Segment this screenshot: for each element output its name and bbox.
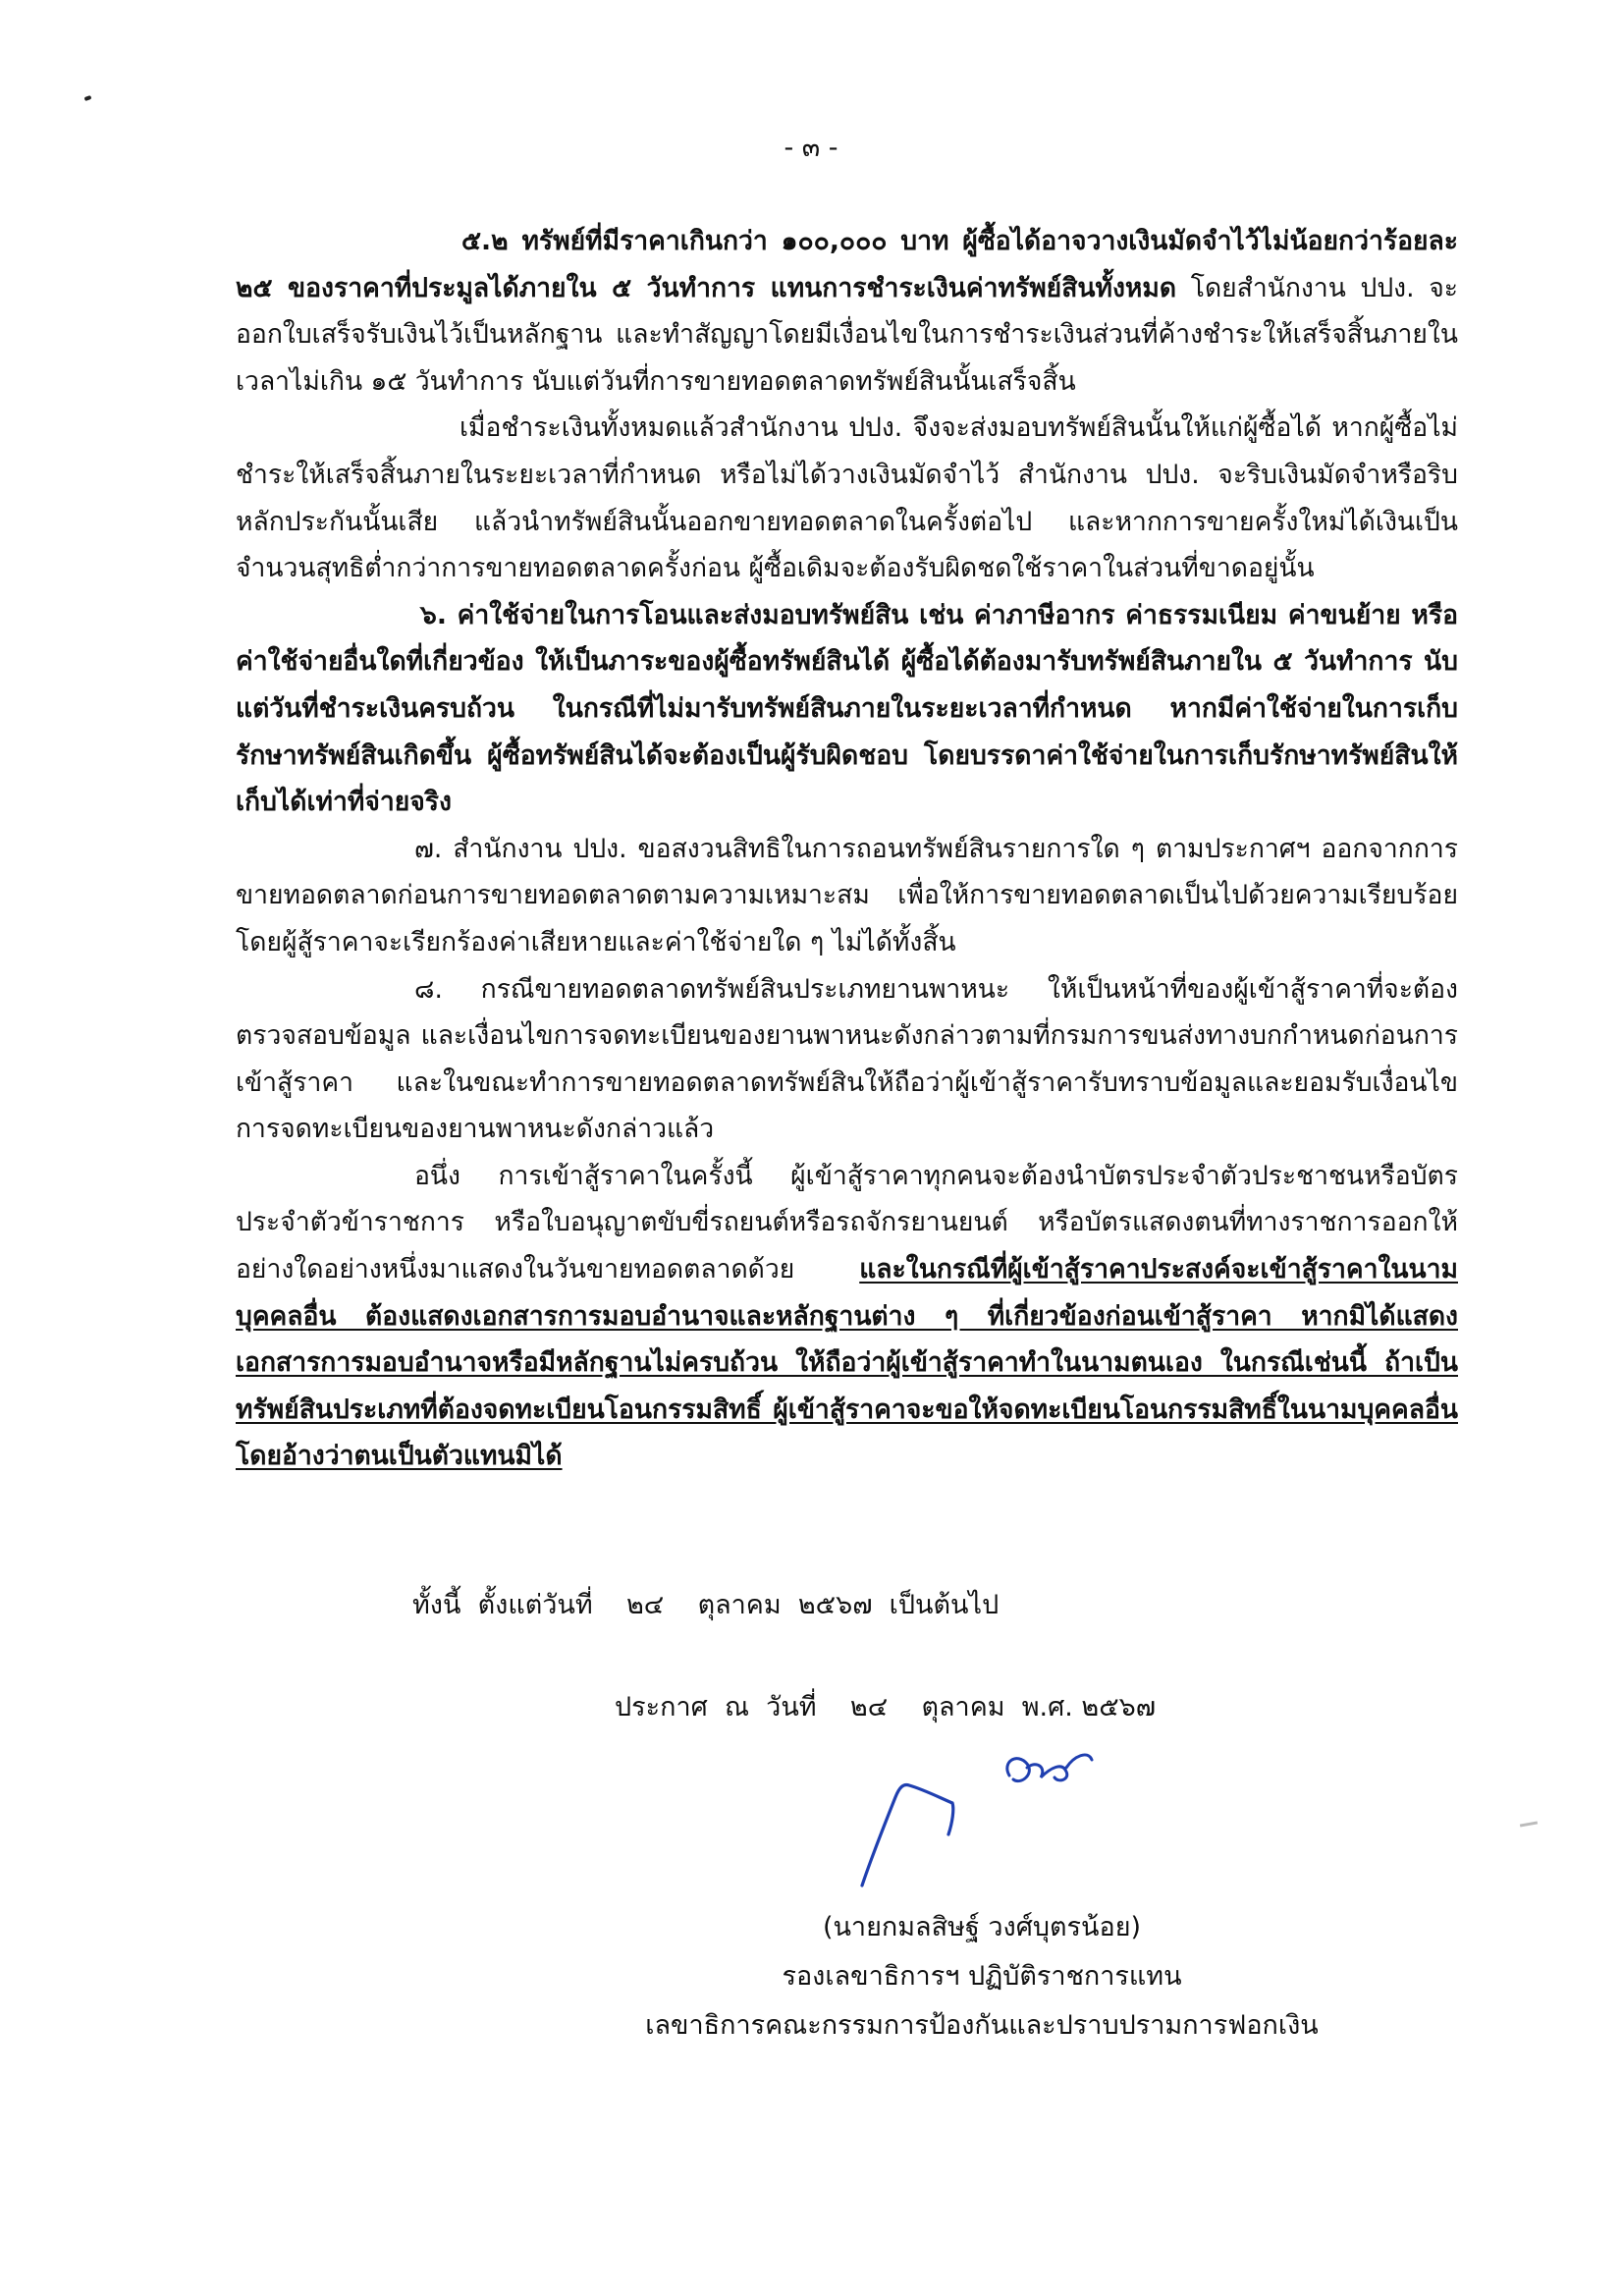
section-7: ๗. สำนักงาน ปปง. ขอสงวนสิทธิในการถอนทรัพย์สินรายการใด ๆ ตามประกาศฯ ออกจากการขายทอดตลาดก่อนการขายทอดตลาดตามความเหมาะสม เพื่อให้การขายทอดตลาดเป็นไปด้วยความเรียบร้อย โดยผู้สู้ราคาจะเรียกร้องค่าเสียหายและค่าใช้จ่ายใด ๆ ไม่ได้ทั้งสิ้น (236, 833, 1458, 957)
paragraph-identification (236, 1153, 1458, 1480)
signature-stroke-flourish (1007, 1755, 1092, 1781)
paragraph-identification-emphasis: และในกรณีที่ผู้เข้าสู้ราคาประสงค์จะเข้าสู้ราคาในนามบุคคลอื่น ต้องแสดงเอกสารการมอบอำนาจและหลักฐานต่าง ๆ ที่เกี่ยวข้องก่อนเข้าสู้ราคา หากมิได้แสดงเอกสารการมอบอำนาจหรือมีหลักฐานไม่ครบถ้วน ให้ถือว่าผู้เข้าสู้ราคาทำในนามตนเอง ในกรณีเช่นนี้ ถ้าเป็นทรัพย์สินประเภทที่ต้องจดทะเบียนโอนกรรมสิทธิ์ ผู้เข้าสู้ราคาจะขอให้จดทะเบียนโอนกรรมสิทธิ์ในนามบุคคลอื่น โดยอ้างว่าตนเป็นตัวแทนมิได้ (236, 1254, 1458, 1472)
section-8: ๘. กรณีขายทอดตลาดทรัพย์สินประเภทยานพาหนะ ให้เป็นหน้าที่ของผู้เข้าสู้ราคาที่จะต้องตรวจสอบข้อมูล และเงื่อนไขการจดทะเบียนของยานพาหนะดังกล่าวตามที่กรมการขนส่งทางบกกำหนดก่อนการเข้าสู้ราคา และในขณะทำการขายทอดตลาดทรัพย์สินให้ถือว่าผู้เข้าสู้ราคารับทราบข้อมูลและยอมรับเงื่อนไขการจดทะเบียนของยานพาหนะดังกล่าวแล้ว (236, 973, 1458, 1145)
signatory-office: เลขาธิการคณะกรรมการป้องกันและปราบปรามการฟอกเงิน (645, 2010, 1319, 2041)
announcement-date-line: ประกาศ ณ วันที่ ๒๔ ตุลาคม พ.ศ. ๒๕๖๗ (615, 1692, 1157, 1722)
signature-stroke-main (862, 1785, 953, 1886)
signatory-block (609, 1903, 1355, 2050)
paragraph-delivery: เมื่อชำระเงินทั้งหมดแล้วสำนักงาน ปปง. จึงจะส่งมอบทรัพย์สินนั้นให้แก่ผู้ซื้อได้ หากผู้ซื้อไม่ชำระให้เสร็จสิ้นภายในระยะเวลาที่กำหนด หรือไม่ได้วางเงินมัดจำไว้ สำนักงาน ปปง. จะริบเงินมัดจำหรือริบหลักประกันนั้นเสีย แล้วนำทรัพย์สินนั้นออกขายทอดตลาดในครั้งต่อไป และหากการขายครั้งใหม่ได้เงินเป็นจำนวนสุทธิต่ำกว่าการขายทอดตลาดครั้งก่อน ผู้ซื้อเดิมจะต้องรับผิดชดใช้ราคาในส่วนที่ขาดอยู่นั้น (236, 412, 1458, 584)
page-number: - ๓ - (784, 133, 838, 163)
section-5-2-rest: โดยสำนักงาน ปปง. จะออกใบเสร็จรับเงินไว้เป็นหลักฐาน และทำสัญญาโดยมีเงื่อนไขในการชำระเงินส่วนที่ค้างชำระให้เสร็จสิ้นภายในเวลาไม่เกิน ๑๕ วันทำการ นับแต่วันที่การขายทอดตลาดทรัพย์สินนั้นเสร็จสิ้น (236, 272, 1458, 397)
section-6: ๖. ค่าใช้จ่ายในการโอนและส่งมอบทรัพย์สิน เช่น ค่าภาษีอากร ค่าธรรมเนียม ค่าขนย้าย หรือค่าใช้จ่ายอื่นใดที่เกี่ยวข้อง ให้เป็นภาระของผู้ซื้อทรัพย์สินได้ ผู้ซื้อได้ต้องมารับทรัพย์สินภายใน ๕ วันทำการ นับแต่วันที่ชำระเงินครบถ้วน ในกรณีที่ไม่มารับทรัพย์สินภายในระยะเวลาที่กำหนด หากมีค่าใช้จ่ายในการเก็บรักษาทรัพย์สินเกิดขึ้น ผู้ซื้อทรัพย์สินได้จะต้องเป็นผู้รับผิดชอบ โดยบรรดาค่าใช้จ่ายในการเก็บรักษาทรัพย์สินให้เก็บได้เท่าที่จ่ายจริง (236, 599, 1458, 818)
scan-speck (84, 95, 92, 101)
effective-date-line: ทั้งนี้ ตั้งแต่วันที่ ๒๔ ตุลาคม ๒๕๖๗ เป็นต้นไป (412, 1590, 1000, 1620)
section-5-2-lead: ๕.๒ ทรัพย์ที่มีราคาเกินกว่า ๑๐๐,๐๐๐ บาท ผู้ซื้อได้อาจวางเงินมัดจำไว้ไม่น้อยกว่าร้อยละ ๒๕ ของราคาที่ประมูลได้ภายใน ๕ วันทำการ แทนการชำระเงินค่าทรัพย์สินทั้งหมด (236, 226, 1458, 303)
signatory-position: รองเลขาธิการฯ ปฏิบัติราชการแทน (782, 1961, 1182, 1992)
paragraph-identification-plain: อนึ่ง การเข้าสู้ราคาในครั้งนี้ ผู้เข้าสู้ราคาทุกคนจะต้องนำบัตรประจำตัวประชาชนหรือบัตรประจำตัวข้าราชการ หรือใบอนุญาตขับขี่รถยนต์หรือรถจักรยานยนต์ หรือบัตรแสดงตนที่ทางราชการออกให้อย่างใดอย่างหนึ่งมาแสดงในวันขายทอดตลาดด้วย (236, 1160, 1458, 1285)
scan-edge-mark (1520, 1821, 1538, 1827)
document-body (236, 218, 1458, 1480)
section-5-2 (236, 218, 1458, 405)
handwritten-signature (844, 1738, 1149, 1895)
signatory-name: (นายกมลสิษฐ์ วงศ์บุตรน้อย) (822, 1912, 1142, 1942)
